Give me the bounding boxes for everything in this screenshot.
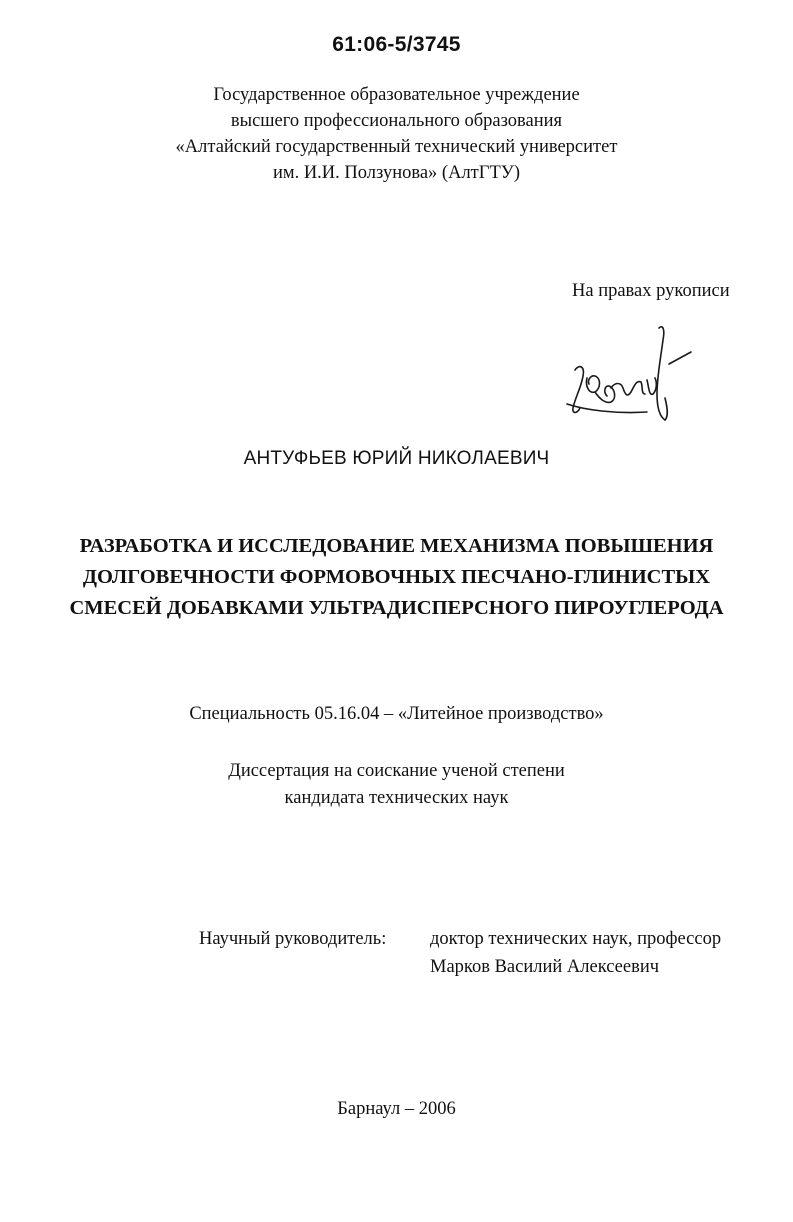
degree-line: кандидата технических наук — [284, 788, 509, 808]
advisor-name: Марков Василий Алексеевич — [430, 957, 660, 977]
institution-block — [0, 82, 793, 186]
catalog-number: 61:06-5/3745 — [332, 33, 461, 56]
advisor-degree: доктор технических наук, профессор — [430, 929, 722, 949]
specialty-line: Специальность 05.16.04 – «Литейное производство» — [189, 704, 604, 724]
degree-line: Диссертация на соискание ученой степени — [228, 761, 565, 781]
institution-line: им. И.И. Ползунова» (АлтГТУ) — [272, 163, 521, 183]
author-name: АНТУФЬЕВ ЮРИЙ НИКОЛАЕВИЧ — [243, 448, 550, 469]
advisor-label: Научный руководитель: — [199, 929, 387, 949]
title-line: ДОЛГОВЕЧНОСТИ ФОРМОВОЧНЫХ ПЕСЧАНО-ГЛИНИСТЫХ — [82, 566, 711, 588]
degree-block — [0, 758, 793, 812]
handwritten-signature — [565, 322, 705, 427]
dissertation-title — [0, 531, 793, 624]
institution-line: высшего профессионального образования — [230, 111, 563, 131]
title-line: СМЕСЕЙ ДОБАВКАМИ УЛЬТРАДИСПЕРСНОГО ПИРОУГЛЕРОДА — [69, 597, 724, 619]
city-year: Барнаул – 2006 — [337, 1099, 456, 1119]
institution-line: Государственное образовательное учреждение — [213, 85, 580, 105]
institution-line: «Алтайский государственный технический университет — [175, 137, 618, 157]
rights-note: На правах рукописи — [572, 281, 730, 301]
title-line: РАЗРАБОТКА И ИССЛЕДОВАНИЕ МЕХАНИЗМА ПОВЫШЕНИЯ — [79, 535, 714, 557]
